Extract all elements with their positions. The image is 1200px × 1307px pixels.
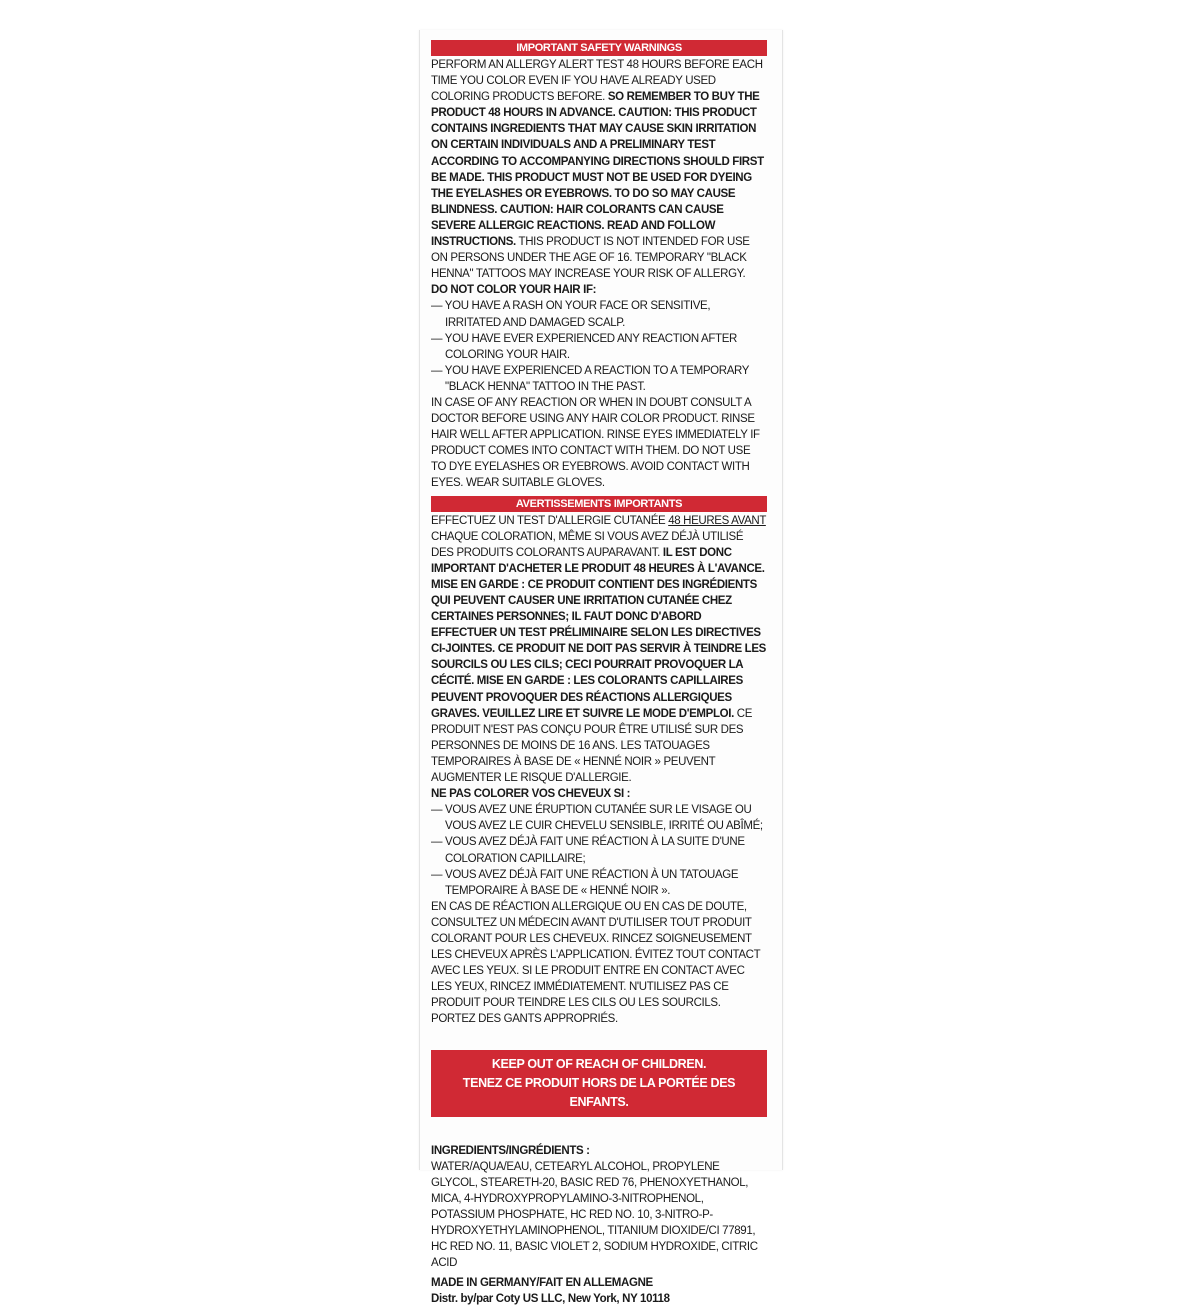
ingredients-section bbox=[431, 1143, 767, 1272]
do-not-color-heading: DO NOT COLOR YOUR HAIR IF: bbox=[431, 284, 597, 297]
distributor-line: Distr. by/par Coty US LLC, New York, NY 10118 bbox=[431, 1293, 670, 1306]
safety-warnings-header: IMPORTANT SAFETY WARNINGS bbox=[431, 40, 767, 56]
avertissements-header: AVERTISSEMENTS IMPORTANTS bbox=[431, 496, 767, 512]
keep-out-of-reach-box bbox=[431, 1050, 767, 1117]
do-not-color-item: — YOU HAVE A RASH ON YOUR FACE OR SENSITIVE, IRRITATED AND DAMAGED SCALP. bbox=[431, 300, 711, 329]
warning-fr-intro-start: EFFECTUEZ UN TEST D'ALLERGIE CUTANÉE bbox=[431, 514, 669, 527]
warning-fr-text bbox=[431, 513, 767, 787]
do-not-color-item: — YOU HAVE EVER EXPERIENCED ANY REACTION AFTER COLORING YOUR HAIR. bbox=[431, 332, 737, 361]
ingredients-list: WATER/AQUA/EAU, CETEARYL ALCOHOL, PROPYLENE GLYCOL, STEARETH-20, BASIC RED 76, PHENOXYETHANOL, MICA, 4-HYDROXYPROPYLAMINO-3-NITROPHENOL, POTASSIUM PHOSPHATE, HC RED NO. 10, 3-NITRO-P-HYDROXYETHYLAMINOPHENOL, TITANIUM DIOXIDE/CI 77891, HC RED NO. 11, BASIC VIOLET 2, SODIUM HYDROXIDE, CITRIC ACID bbox=[431, 1160, 758, 1270]
ne-pas-colorer-item: — VOUS AVEZ UNE ÉRUPTION CUTANÉE SUR LE VISAGE OU VOUS AVEZ LE CUIR CHEVELU SENSIBLE, IRRITÉ OU ABÎMÉ; bbox=[431, 804, 763, 833]
warning-en-age: THIS PRODUCT IS NOT INTENDED FOR USE ON PERSONS UNDER THE AGE OF 16. TEMPORARY "BLACK HENNA" TATTOOS MAY INCREASE YOUR RISK OF ALLERGY. bbox=[431, 236, 750, 281]
do-not-color-item: — YOU HAVE EXPERIENCED A REACTION TO A TEMPORARY "BLACK HENNA" TATTOO IN THE PAST. bbox=[431, 364, 749, 393]
warning-en-caution: SO REMEMBER TO BUY THE PRODUCT 48 HOURS IN ADVANCE. CAUTION: THIS PRODUCT CONTAINS INGREDIENTS THAT MAY CAUSE SKIN IRRITATION ON CERTAIN INDIVIDUALS AND A PRELIMINARY TEST ACCORDING TO ACCOMPANYING DIRECTIONS SHOULD FIRST BE MADE. THIS PRODUCT MUST NOT BE USED FOR DYEING THE EYELASHES OR EYEBROWS. TO DO SO MAY CAUSE BLINDNESS. CAUTION: HAIR COLORANTS CAN CAUSE SEVERE ALLERGIC REACTIONS. READ AND FOLLOW INSTRUCTIONS. bbox=[431, 91, 764, 249]
keep-out-of-reach-en: KEEP OUT OF REACH OF CHILDREN. bbox=[491, 1056, 707, 1071]
label-content bbox=[431, 40, 767, 1307]
keep-out-of-reach-fr: TENEZ CE PRODUIT HORS DE LA PORTÉE DES ENFANTS. bbox=[462, 1075, 736, 1109]
made-in-germany: MADE IN GERMANY/FAIT EN ALLEMAGNE bbox=[431, 1277, 653, 1290]
warning-fr-intro-end: CHAQUE COLORATION, MÊME SI VOUS AVEZ DÉJÀ UTILISÉ DES PRODUITS COLORANTS AUPARAVANT. bbox=[431, 530, 744, 559]
ne-pas-colorer-heading: NE PAS COLORER VOS CHEVEUX SI : bbox=[431, 788, 631, 801]
warning-fr-age: CE PRODUIT N'EST PAS CONÇU POUR ÊTRE UTILISÉ SUR DES PERSONNES DE MOINS DE 16 ANS. LES TATOUAGES TEMPORAIRES À BASE DE « HENNÉ NOIR » PEUVENT AUGMENTER LE RISQUE D'ALLERGIE. bbox=[431, 707, 753, 785]
ne-pas-colorer-item: — VOUS AVEZ DÉJÀ FAIT UNE RÉACTION À UN TATOUAGE TEMPORAIRE À BASE DE « HENNÉ NOIR ». bbox=[431, 868, 739, 897]
warning-fr-caution: IL EST DONC IMPORTANT D'ACHETER LE PRODUIT 48 HEURES À L'AVANCE. MISE EN GARDE : CE PRODUIT CONTIENT DES INGRÉDIENTS QUI PEUVENT CAUSER UNE IRRITATION CUTANÉE CHEZ CERTAINES PERSONNES; IL FAUT DONC D'ABORD EFFECTUER UN TEST PRÉLIMINAIRE SELON LES DIRECTIVES CI-JOINTES. CE PRODUIT NE DOIT PAS SERVIR À TEINDRE LES SOURCILS OU LES CILS; CECI POURRAIT PROVOQUER LA CÉCITÉ. MISE EN GARDE : LES COLORANTS CAPILLAIRES PEUVENT PROVOQUER DES RÉACTIONS ALLERGIQUES GRAVES. VEUILLEZ LIRE ET SUIVRE LE MODE D'EMPLOI. bbox=[431, 546, 766, 720]
warning-fr-closing: EN CAS DE RÉACTION ALLERGIQUE OU EN CAS DE DOUTE, CONSULTEZ UN MÉDECIN AVANT D'UTILISER TOUT PRODUIT COLORANT POUR LES CHEVEUX. RINCEZ SOIGNEUSEMENT LES CHEVEUX APRÈS L'APPLICATION. ÉVITEZ TOUT CONTACT AVEC LES YEUX. SI LE PRODUIT ENTRE EN CONTACT AVEC LES YEUX, RINCEZ IMMÉDIATEMENT. N'UTILISEZ PAS CE PRODUIT POUR TEINDRE LES CILS OU LES SOURCILS. PORTEZ DES GANTS APPROPRIÉS. bbox=[431, 900, 761, 1026]
warning-en-text bbox=[431, 57, 767, 282]
ingredients-heading: INGREDIENTS/INGRÉDIENTS : bbox=[431, 1144, 590, 1157]
warning-en-closing: IN CASE OF ANY REACTION OR WHEN IN DOUBT CONSULT A DOCTOR BEFORE USING ANY HAIR COLOR PRODUCT. RINSE HAIR WELL AFTER APPLICATION. RINSE EYES IMMEDIATELY IF PRODUCT COMES INTO CONTACT WITH THEM. DO NOT USE TO DYE EYELASHES OR EYEBROWS. AVOID CONTACT WITH EYES. WEAR SUITABLE GLOVES. bbox=[431, 396, 760, 490]
ne-pas-colorer-item: — VOUS AVEZ DÉJÀ FAIT UNE RÉACTION À LA SUITE D'UNE COLORATION CAPILLAIRE; bbox=[431, 836, 745, 865]
warning-fr-48h: 48 HEURES AVANT bbox=[668, 514, 766, 527]
warning-en-intro: PERFORM AN ALLERGY ALERT TEST 48 HOURS BEFORE EACH TIME YOU COLOR EVEN IF YOU HAVE ALREADY USED COLORING PRODUCTS BEFORE. bbox=[431, 59, 763, 104]
